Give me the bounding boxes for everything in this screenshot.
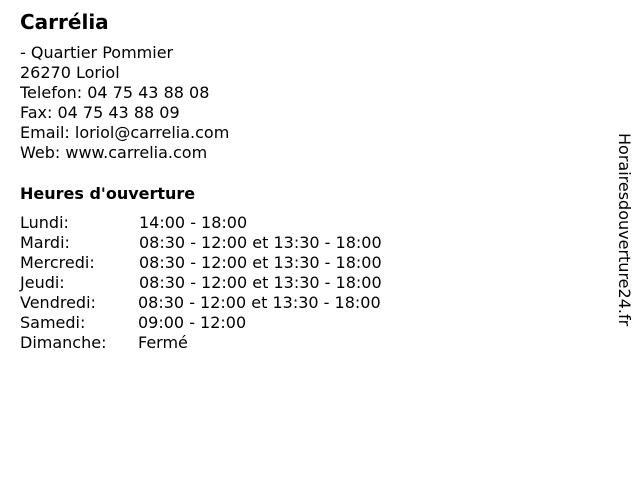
- phone-line: Telefon: 04 75 43 88 08: [20, 83, 210, 102]
- day-hours: 09:00 - 12:00: [138, 313, 247, 332]
- day-label: Mardi:: [20, 233, 70, 252]
- web-line: Web: www.carrelia.com: [20, 143, 208, 162]
- day-hours: 08:30 - 12:00 et 13:30 - 18:00: [138, 293, 381, 312]
- email-line: Email: loriol@carrelia.com: [20, 123, 230, 142]
- contact-info: [20, 43, 229, 163]
- day-hours: 14:00 - 18:00: [139, 213, 248, 232]
- day-label: Mercredi:: [20, 253, 95, 272]
- fax-line: Fax: 04 75 43 88 09: [20, 103, 180, 122]
- day-hours: 08:30 - 12:00 et 13:30 - 18:00: [139, 273, 382, 292]
- site-watermark: Horairesdouverture24.fr: [615, 133, 634, 327]
- opening-hours-heading: Heures d'ouverture: [20, 184, 196, 203]
- address-line-2: 26270 Loriol: [20, 63, 120, 82]
- day-label: Vendredi:: [20, 293, 96, 312]
- address-line-1: - Quartier Pommier: [20, 43, 174, 62]
- day-label: Jeudi:: [20, 273, 65, 292]
- day-hours: 08:30 - 12:00 et 13:30 - 18:00: [139, 253, 382, 272]
- day-label: Samedi:: [20, 313, 86, 332]
- day-label: Dimanche:: [20, 333, 107, 352]
- day-label: Lundi:: [20, 213, 69, 232]
- day-hours: 08:30 - 12:00 et 13:30 - 18:00: [139, 233, 382, 252]
- day-hours: Fermé: [138, 333, 188, 352]
- business-name: Carrélia: [20, 10, 109, 34]
